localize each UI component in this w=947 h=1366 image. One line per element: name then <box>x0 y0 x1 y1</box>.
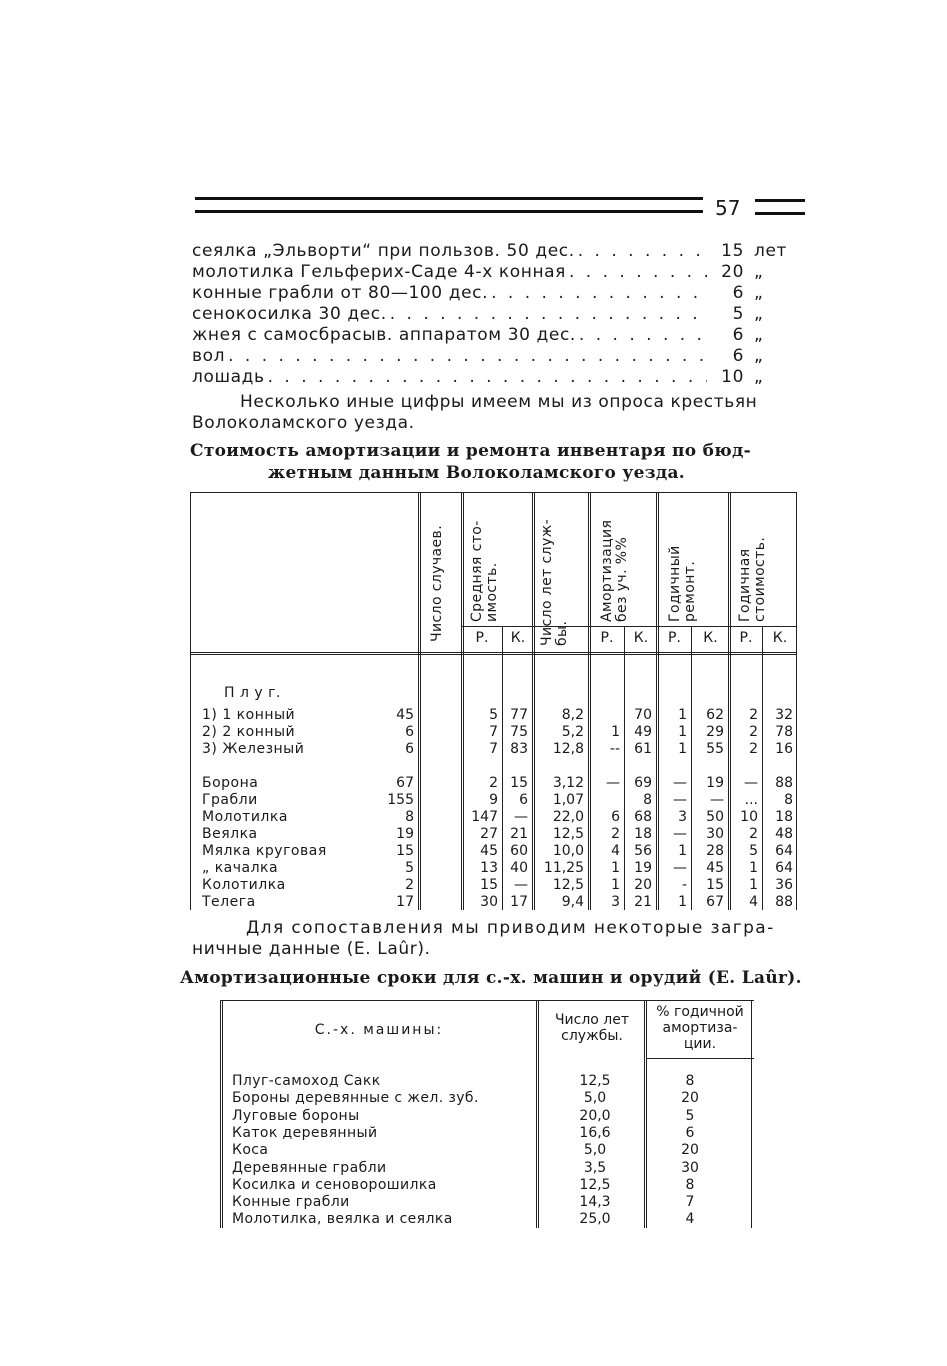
header-rule-left <box>195 197 703 200</box>
table-cell-am-k: 61 <box>634 741 652 757</box>
table-row-label: Плуг-самоход Сакк <box>232 1073 381 1089</box>
subheader-r: Р. <box>668 630 681 646</box>
table-row-label: Мялка круговая <box>202 843 327 859</box>
table-cell-cases: 45 <box>396 707 414 723</box>
table-cell-am-k: 20 <box>634 877 652 893</box>
table-cell-rep-k: 29 <box>706 724 724 740</box>
table-row-label: 1) 1 конный <box>202 707 296 723</box>
table-cell-pct: 4 <box>685 1211 695 1228</box>
table-cell-pct: 7 <box>685 1194 695 1211</box>
table-cell-rep-k: — <box>710 792 724 808</box>
table-cell-cases: 155 <box>387 792 414 808</box>
subheader-k: К. <box>703 630 718 646</box>
table-cell-rep-r: — <box>673 826 687 842</box>
table-cell-an-r: 2 <box>749 826 758 842</box>
subheader-k: К. <box>772 630 788 646</box>
table-cell-years: 14,3 <box>579 1194 611 1211</box>
header-cases: Число случаев. <box>429 524 445 642</box>
table-cell-cost-k: 17 <box>510 894 528 910</box>
table-cell-rep-r: — <box>673 860 687 876</box>
page-number: 57 <box>715 196 741 220</box>
table-cell-years: 5,0 <box>583 1142 607 1159</box>
table-row-label: 3) Железный <box>202 741 305 757</box>
table-cell-an-k: 8 <box>784 792 793 808</box>
table-row-label: Телега <box>202 894 256 910</box>
table-cell-am-r: 1 <box>611 877 620 893</box>
table-cell-cost-r: 147 <box>471 809 498 825</box>
table-cell-an-r: 1 <box>749 877 758 893</box>
table-top-rule <box>190 492 796 493</box>
table-cell-pct: 8 <box>685 1176 695 1193</box>
table-cell-years: 12,8 <box>552 741 584 757</box>
table-cell-years: 25,0 <box>579 1211 611 1228</box>
table-cell-cost-r: 5 <box>489 707 498 723</box>
header-years: Число лет служ- бы. <box>539 518 570 646</box>
table-cell-am-k: 49 <box>634 724 652 740</box>
table-cell-pct: 5 <box>685 1107 695 1124</box>
header-amortization: Амортизация без уч. %% <box>599 519 630 622</box>
table-row-label: Борона <box>202 775 259 791</box>
table-cell-an-r: 2 <box>749 724 758 740</box>
table-cell-cases: 67 <box>396 775 414 791</box>
table-cell-cost-k: 15 <box>510 775 528 791</box>
group-label-plough: П л у г. <box>224 685 281 701</box>
table-cell-am-r: — <box>606 775 620 791</box>
table-cell-cost-r: 45 <box>480 843 498 859</box>
header-rule-right <box>755 199 805 202</box>
table-cell-years: 22,0 <box>552 809 584 825</box>
table-cell-am-k: 18 <box>634 826 652 842</box>
table-1-title-line-2: жетным данным Волоколамского уезда. <box>268 463 686 483</box>
header-years-of-service: Число лет службы. <box>554 1012 630 1044</box>
table-cell-rep-k: 30 <box>706 826 724 842</box>
table-cell-cases: 2 <box>405 877 414 893</box>
table-cell-an-k: 48 <box>775 826 793 842</box>
table-cell-cost-r: 27 <box>480 826 498 842</box>
table-cell-am-k: 21 <box>634 894 652 910</box>
table-cell-rep-k: 62 <box>706 707 724 723</box>
table-cell-cases: 5 <box>405 860 414 876</box>
table-cell-cost-r: 13 <box>480 860 498 876</box>
table-cell-cost-k: — <box>514 877 528 893</box>
table-cell-an-k: 18 <box>775 809 793 825</box>
table-row-label: Бороны деревянные с жел. зуб. <box>232 1090 479 1107</box>
table-row-label: Коса <box>232 1142 269 1159</box>
header-machines: С.-х. машины: <box>314 1022 444 1038</box>
table-row-label: Грабли <box>202 792 258 808</box>
paragraph-2-line-2: ничные данные (E. Laûr). <box>192 939 431 959</box>
header-repair: Годичный ремонт. <box>667 545 698 622</box>
table-row-label: Веялка <box>202 826 258 842</box>
table-cell-years: 11,25 <box>543 860 584 876</box>
table-cell-rep-r: 1 <box>678 707 687 723</box>
table-cell-cases: 8 <box>405 809 414 825</box>
table-cell-am-k: 70 <box>634 707 652 723</box>
paragraph-1-line-1: Несколько иные цифры имеем мы из опроса крестьян <box>240 392 758 412</box>
table-cell-years: 3,5 <box>583 1159 607 1176</box>
table-cell-cost-k: — <box>514 809 528 825</box>
table-cell-rep-r: 1 <box>678 894 687 910</box>
paragraph-1-line-2: Волоколамского уезда. <box>192 413 415 433</box>
table-cell-cases: 6 <box>405 724 414 740</box>
table-cell-cost-k: 75 <box>510 724 528 740</box>
table-cell-years: 9,4 <box>561 894 584 910</box>
table-cell-am-r: 1 <box>611 724 620 740</box>
table-cell-an-r: 2 <box>749 741 758 757</box>
table-cell-rep-k: 19 <box>706 775 724 791</box>
table-cell-rep-r: 1 <box>678 741 687 757</box>
subheader-k: К. <box>633 630 649 646</box>
table-cell-am-r: -- <box>609 741 620 757</box>
table-cell-cost-r: 7 <box>489 724 498 740</box>
subheader-r: Р. <box>475 630 489 646</box>
table-cell-an-r: 5 <box>749 843 758 859</box>
table-cell-years: 20,0 <box>579 1107 611 1124</box>
amortization-table <box>190 492 796 910</box>
table-row-label: Молотилка <box>202 809 288 825</box>
table-cell-cases: 19 <box>396 826 414 842</box>
list-item: вол . . . 6 „ <box>192 346 804 367</box>
table-cell-an-k: 78 <box>775 724 793 740</box>
table-cell-am-k: 56 <box>634 843 652 859</box>
table-cell-am-r: 1 <box>611 860 620 876</box>
table-cell-cost-r: 7 <box>489 741 498 757</box>
table-cell-years: 12,5 <box>552 826 584 842</box>
table-cell-rep-k: 50 <box>706 809 724 825</box>
table-cell-years: 8,2 <box>561 707 584 723</box>
table-cell-am-k: 69 <box>634 775 652 791</box>
table-cell-rep-r: 1 <box>678 724 687 740</box>
list-item: лошадь . . . 10 „ <box>192 367 804 388</box>
table-cell-am-r: 3 <box>611 894 620 910</box>
table-cell-cost-k: 77 <box>510 707 528 723</box>
header-avg-cost: Средняя сто- имость. <box>469 520 500 622</box>
table-cell-rep-r: - <box>681 877 687 893</box>
table-2-title: Амортизационные сроки для с.-х. машин и орудий (E. Laûr). <box>180 968 802 988</box>
table-cell-years: 5,2 <box>561 724 584 740</box>
table-cell-cost-r: 30 <box>480 894 498 910</box>
table-cell-rep-k: 67 <box>706 894 724 910</box>
table-cell-rep-r: 1 <box>678 843 687 859</box>
table-cell-rep-r: — <box>673 792 687 808</box>
list-item: конные грабли от 80—100 дес. . . . 6 „ <box>192 283 804 304</box>
table-cell-years: 12,5 <box>552 877 584 893</box>
table-cell-cost-r: 2 <box>489 775 498 791</box>
table-cell-years: 12,5 <box>579 1176 611 1193</box>
table-cell-cases: 15 <box>396 843 414 859</box>
table-cell-cost-r: 15 <box>480 877 498 893</box>
table-cell-cost-k: 83 <box>510 741 528 757</box>
table-cell-rep-r: — <box>673 775 687 791</box>
table-cell-an-r: 10 <box>740 809 758 825</box>
table-cell-cost-k: 21 <box>510 826 528 842</box>
list-item: сеялка „Эльворти“ при пользов. 50 дес. . . . 15 лет <box>192 241 804 262</box>
table-row-label: Молотилка, веялка и сеялка <box>232 1211 453 1228</box>
table-cell-am-k: 19 <box>634 860 652 876</box>
header-annual-amortization-pct: % годичной амортиза- ции. <box>656 1004 744 1052</box>
table-cell-an-k: 16 <box>775 741 793 757</box>
header-rule-right-2 <box>755 212 805 215</box>
table-cell-an-k: 88 <box>775 894 793 910</box>
table-row-label: 2) 2 конный <box>202 724 296 740</box>
table-cell-an-k: 32 <box>775 707 793 723</box>
table-cell-rep-r: 3 <box>678 809 687 825</box>
table-cell-cost-k: 60 <box>510 843 528 859</box>
table-cell-an-k: 64 <box>775 860 793 876</box>
list-item: сенокосилка 30 дес. . . . 5 „ <box>192 304 804 325</box>
subheader-r: Р. <box>739 630 753 646</box>
subheader-r: Р. <box>600 630 614 646</box>
table-cell-an-r: ... <box>744 792 758 808</box>
table-cell-cost-k: 6 <box>519 792 528 808</box>
table-cell-cases: 6 <box>405 741 414 757</box>
list-item: жнея с самосбрасыв. аппаратом 30 дес. . . . 6 „ <box>192 325 804 346</box>
table-cell-am-k: 8 <box>643 792 652 808</box>
table-cell-years: 1,07 <box>552 792 584 808</box>
table-cell-pct: 20 <box>681 1142 699 1159</box>
amortization-terms-table <box>220 1000 754 1228</box>
header-rule-left-2 <box>195 210 703 213</box>
table-row-label: „ качалка <box>202 860 279 876</box>
table-cell-rep-k: 55 <box>706 741 724 757</box>
table-cell-an-r: 2 <box>749 707 758 723</box>
table-cell-years: 12,5 <box>579 1073 611 1089</box>
table-cell-years: 3,12 <box>552 775 584 791</box>
table-cell-years: 16,6 <box>579 1124 611 1141</box>
table-row-label: Луговые бороны <box>232 1107 360 1124</box>
table-cell-rep-k: 28 <box>706 843 724 859</box>
table-header-rule <box>190 652 796 655</box>
subheader-rule <box>462 626 796 627</box>
paragraph-2-line-1: Для сопоставления мы приводим некоторые загра- <box>246 918 775 938</box>
table-cell-rep-k: 45 <box>706 860 724 876</box>
subheader-k: К. <box>510 630 526 646</box>
table-row-label: Деревянные грабли <box>232 1159 387 1176</box>
table-cell-pct: 20 <box>681 1090 699 1107</box>
table-cell-an-k: 64 <box>775 843 793 859</box>
table-cell-an-r: 1 <box>749 860 758 876</box>
lifespan-list <box>192 241 804 388</box>
table-cell-an-k: 88 <box>775 775 793 791</box>
table-cell-rep-k: 15 <box>706 877 724 893</box>
table-cell-cost-r: 9 <box>489 792 498 808</box>
table-cell-years: 5,0 <box>583 1090 607 1107</box>
table-cell-pct: 8 <box>685 1073 695 1089</box>
table-cell-cases: 17 <box>396 894 414 910</box>
table-cell-an-r: 4 <box>749 894 758 910</box>
list-item: молотилка Гельферих-Саде 4-х конная . . . 20 „ <box>192 262 804 283</box>
table-row-label: Конные грабли <box>232 1194 350 1211</box>
table-cell-years: 10,0 <box>552 843 584 859</box>
table-cell-an-r: — <box>744 775 758 791</box>
table-cell-am-r: 2 <box>611 826 620 842</box>
table-cell-pct: 6 <box>685 1124 695 1141</box>
table-cell-cost-k: 40 <box>510 860 528 876</box>
table-cell-am-r: 4 <box>611 843 620 859</box>
table-cell-an-k: 36 <box>775 877 793 893</box>
header-annual: Годичная стоимость. <box>737 536 768 622</box>
table-cell-am-k: 68 <box>634 809 652 825</box>
table-cell-pct: 30 <box>681 1159 699 1176</box>
table-1-title-line-1: Стоимость амортизации и ремонта инвентаря по бюд- <box>190 441 752 461</box>
table-cell-am-r: 6 <box>611 809 620 825</box>
table-row-label: Косилка и сеноворошилка <box>232 1176 437 1193</box>
table-row-label: Колотилка <box>202 877 286 893</box>
table-row-label: Каток деревянный <box>232 1124 378 1141</box>
